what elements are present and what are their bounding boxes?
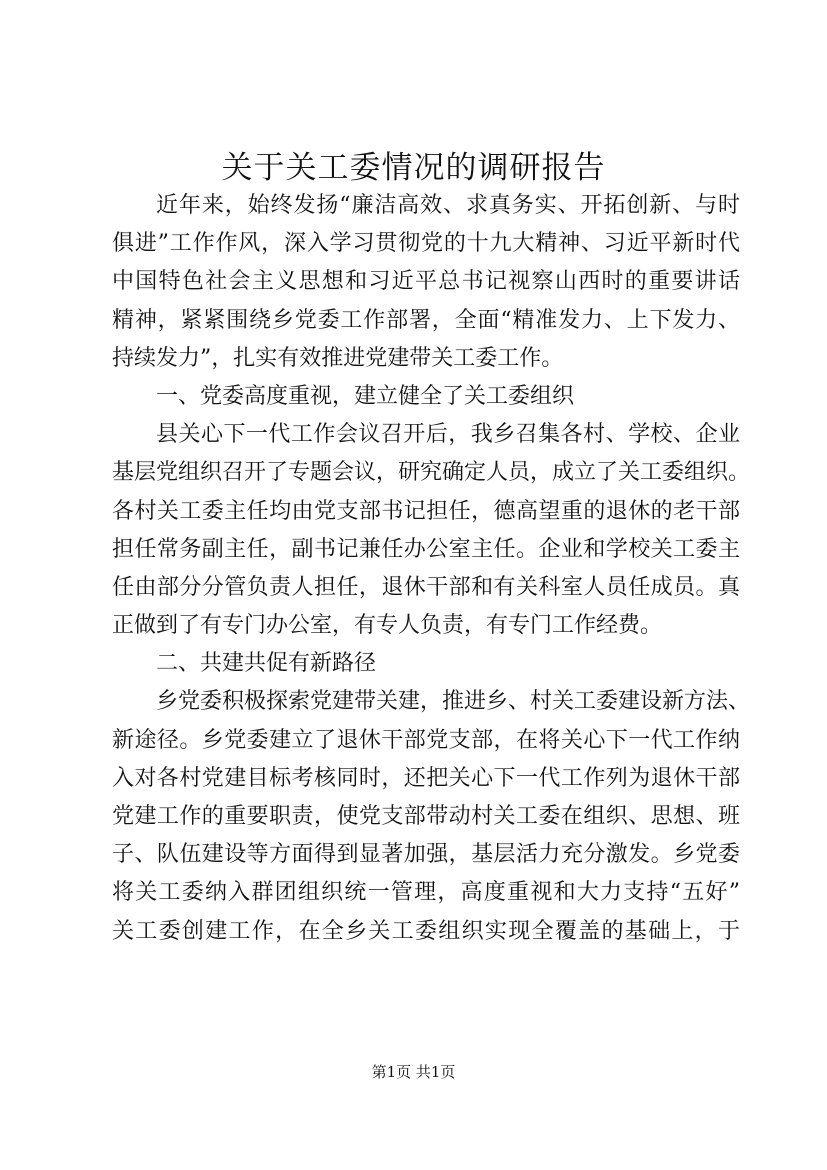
paragraph-line: 党建工作的重要职责，使党支部带动村关工委在组织、思想、班 <box>112 804 740 829</box>
paragraph-line: 将关工委纳入群团组织统一管理，高度重视和大力支持“五好” <box>112 880 740 906</box>
paragraph-line: 基层党组织召开了专题会议，研究确定人员，成立了关工委组织。 <box>112 460 751 486</box>
paragraph-line: 各村关工委主任均由党支部书记担任，德高望重的退休的老干部 <box>112 498 740 524</box>
paragraph-line: 俱进”工作作风，深入学习贯彻党的十九大精神、习近平新时代 <box>112 231 740 257</box>
document-body <box>112 166 751 951</box>
paragraph-line: 关工委创建工作，在全乡关工委组织实现全覆盖的基础上，于 <box>112 918 740 944</box>
paragraph-line: 精神，紧紧围绕乡党委工作部署，全面“精准发力、上下发力、 <box>112 307 740 333</box>
paragraph-line: 县关心下一代工作会议召开后，我乡召集各村、学校、企业 <box>156 422 740 448</box>
paragraph-line: 子、队伍建设等方面得到显著加强，基层活力充分激发。乡党委 <box>112 842 740 868</box>
document-title: 关于关工委情况的调研报告 <box>221 150 606 186</box>
paragraph-line: 新途径。乡党委建立了退休干部党支部，在将关心下一代工作纳 <box>112 727 740 753</box>
paragraph-line: 入对各村党建目标考核同时，还把关心下一代工作列为退休干部 <box>112 765 740 791</box>
paragraph-line: 近年来，始终发扬“廉洁高效、求真务实、开拓创新、与时 <box>156 193 740 218</box>
section-heading: 一、党委高度重视，建立健全了关工委组织 <box>156 383 575 409</box>
section-heading: 二、共建共促有新路径 <box>156 651 377 677</box>
paragraph-line: 持续发力”，扎实有效推进党建带关工委工作。 <box>112 345 564 371</box>
paragraph-line: 任由部分分管负责人担任，退休干部和有关科室人员任成员。真 <box>112 574 740 600</box>
paragraph-line: 正做到了有专门办公室，有专人负责，有专门工作经费。 <box>112 613 663 639</box>
paragraph-line: 乡党委积极探索党建带关建，推进乡、村关工委建设新方法、 <box>156 689 751 715</box>
paragraph-line: 中国特色社会主义思想和习近平总书记视察山西时的重要讲话 <box>112 269 740 295</box>
paragraph-line: 担任常务副主任，副书记兼任办公室主任。企业和学校关工委主 <box>112 536 740 562</box>
page-number: 第1页 共1页 <box>371 1063 456 1081</box>
